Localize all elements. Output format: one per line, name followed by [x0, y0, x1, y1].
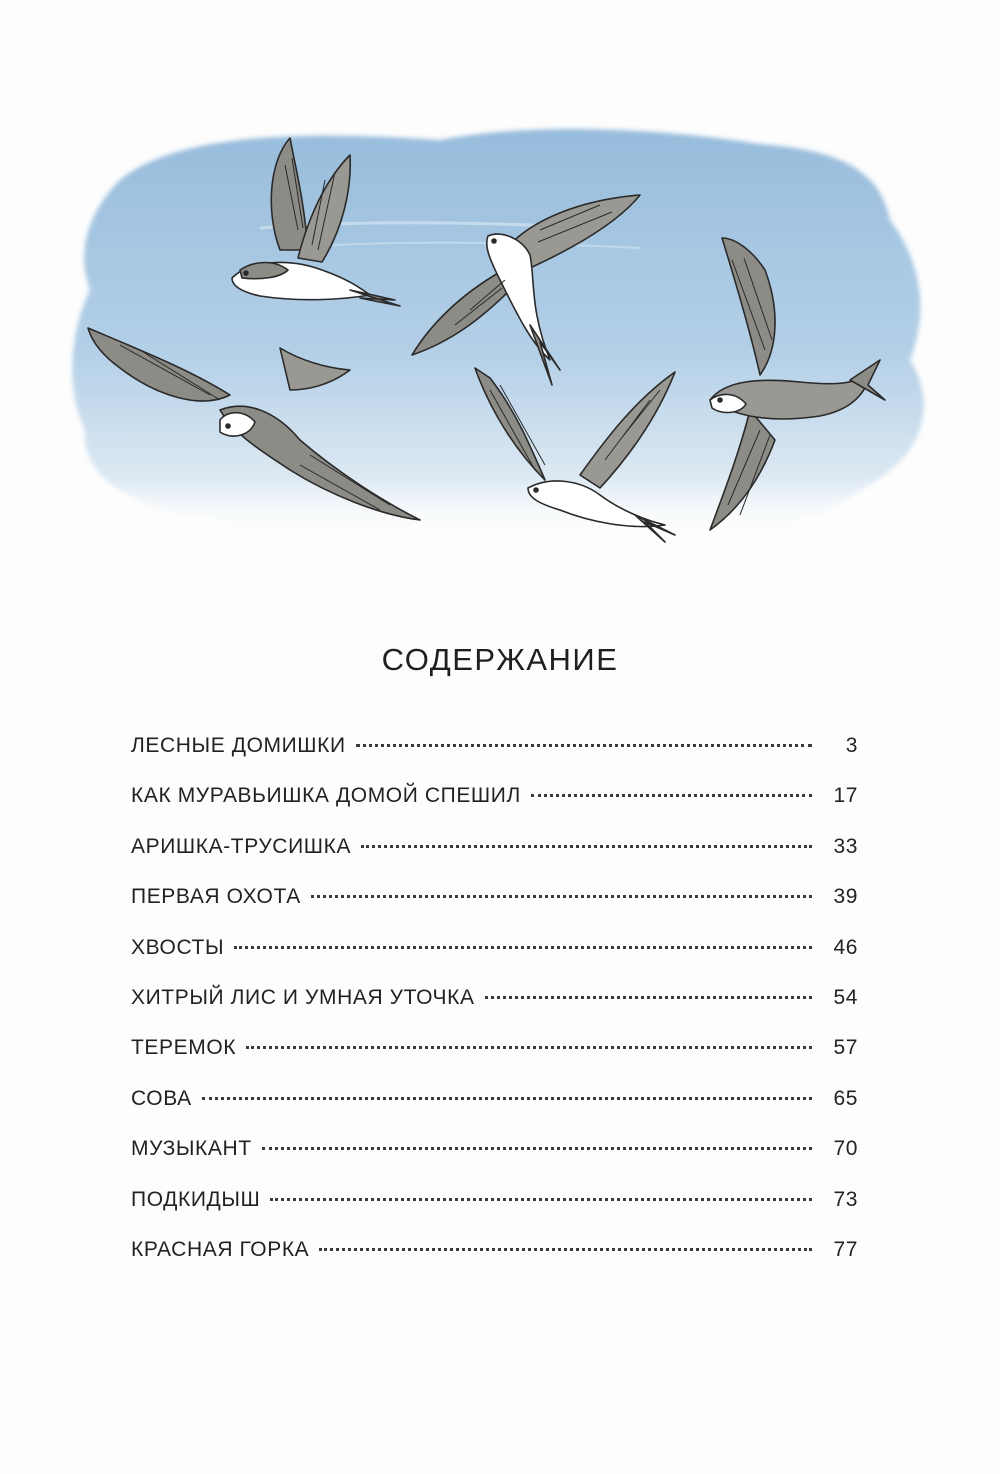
toc-page-number: 39	[833, 885, 858, 909]
toc-entry	[131, 936, 858, 986]
toc-page-number: 33	[833, 834, 858, 858]
toc-entry-title: КАК МУРАВЬИШКА ДОМОЙ СПЕШИЛ	[131, 784, 521, 808]
toc-dot-leader	[262, 1147, 812, 1150]
toc-entry	[131, 784, 858, 834]
toc-list	[131, 734, 858, 1288]
toc-entry	[131, 835, 858, 885]
toc-entry-title: КРАСНАЯ ГОРКА	[131, 1237, 310, 1261]
sky-wash	[72, 129, 924, 541]
toc-entry	[131, 1087, 858, 1137]
toc-dot-leader	[319, 1248, 812, 1251]
toc-dot-leader	[234, 946, 812, 949]
toc-entry-title: АРИШКА-ТРУСИШКА	[131, 834, 352, 858]
toc-page-number: 54	[833, 985, 858, 1009]
toc-dot-leader	[531, 794, 812, 797]
toc-entry-title: ПЕРВАЯ ОХОТА	[131, 885, 301, 909]
toc-page-number: 57	[833, 1036, 858, 1060]
toc-page-number: 3	[845, 734, 858, 757]
toc-dot-leader	[311, 895, 812, 898]
toc-dot-leader	[246, 1046, 812, 1049]
toc-entry	[131, 1238, 858, 1288]
toc-entry-title: ХИТРЫЙ ЛИС И УМНАЯ УТОЧКА	[131, 985, 475, 1009]
toc-dot-leader	[202, 1097, 812, 1100]
toc-page-number: 46	[833, 935, 858, 959]
swallows-illustration	[60, 110, 940, 590]
toc-entry-title: ЛЕСНЫЕ ДОМИШКИ	[131, 734, 346, 757]
toc-entry-title: ТЕРЕМОК	[131, 1036, 237, 1060]
toc-entry-title: СОВА	[131, 1086, 192, 1110]
toc-dot-leader	[356, 744, 812, 747]
toc-entry	[131, 1188, 858, 1238]
toc-entry	[131, 734, 858, 784]
toc-page-number: 17	[833, 784, 858, 808]
toc-entry	[131, 986, 858, 1036]
toc-dot-leader	[485, 996, 812, 999]
toc-entry-title: МУЗЫКАНТ	[131, 1137, 252, 1161]
toc-page-number: 70	[833, 1137, 858, 1161]
toc-entry	[131, 1036, 858, 1086]
toc-dot-leader	[270, 1198, 812, 1201]
toc-page-number: 65	[833, 1086, 858, 1110]
toc-page-number: 77	[833, 1237, 858, 1261]
toc-entry	[131, 885, 858, 935]
toc-page-number: 73	[833, 1187, 858, 1211]
toc-dot-leader	[361, 845, 812, 848]
toc-entry-title: ПОДКИДЫШ	[131, 1187, 261, 1211]
toc-entry-title: ХВОСТЫ	[131, 935, 225, 959]
toc-heading: СОДЕРЖАНИЕ	[381, 642, 619, 677]
toc-entry	[131, 1137, 858, 1187]
